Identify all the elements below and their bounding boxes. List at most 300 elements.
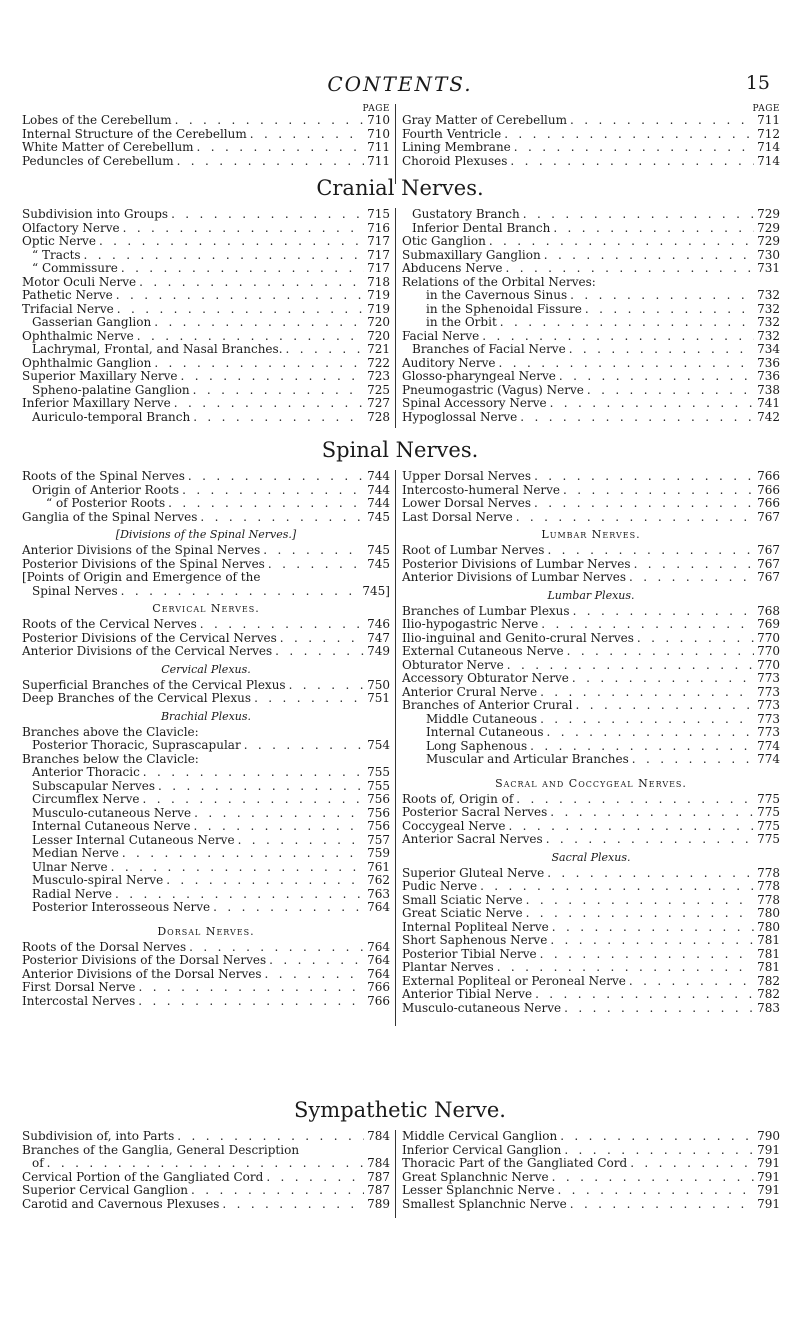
entry-page: 756 bbox=[367, 819, 390, 833]
entry-page: 716 bbox=[367, 220, 390, 235]
entry-label: External Cutaneous Nerve bbox=[402, 644, 564, 658]
subsection-heading: Lumbar Nerves. bbox=[541, 528, 641, 541]
leader-dots bbox=[489, 235, 754, 249]
leader-dots bbox=[504, 128, 754, 142]
entry-label: Middle Cutaneous bbox=[426, 711, 538, 726]
toc-entry bbox=[402, 276, 780, 290]
toc-entry bbox=[402, 605, 780, 619]
leader-dots bbox=[550, 397, 755, 411]
entry-label: Lower Dorsal Nerves bbox=[402, 496, 532, 510]
entry-label: Fourth Ventricle bbox=[402, 126, 502, 141]
leader-dots bbox=[139, 276, 364, 290]
entry-label: Origin of Anterior Roots bbox=[32, 482, 180, 497]
entry-page: 755 bbox=[367, 778, 390, 793]
toc-entry bbox=[22, 981, 390, 995]
entry-label: Branches of Anterior Crural bbox=[402, 698, 573, 712]
leader-dots bbox=[143, 793, 365, 807]
entry-page: 762 bbox=[367, 873, 390, 887]
toc-entry bbox=[22, 726, 390, 740]
entry-page: 756 bbox=[367, 792, 390, 806]
running-title: CONTENTS. bbox=[327, 72, 473, 96]
leader-dots bbox=[189, 941, 364, 955]
entry-page: 736 bbox=[757, 355, 780, 370]
entry-page: 766 bbox=[367, 980, 390, 994]
toc-entry bbox=[402, 672, 780, 686]
toc-entry bbox=[22, 1130, 390, 1144]
subsection-heading: [Divisions of the Spinal Nerves.] bbox=[115, 528, 297, 541]
entry-label: Upper Dorsal Nerves bbox=[402, 469, 532, 483]
entry-page: 720 bbox=[367, 328, 390, 343]
toc-entry bbox=[22, 544, 390, 558]
entry-label: Roots of the Dorsal Nerves bbox=[22, 939, 187, 954]
entry-label: Deep Branches of the Cervical Plexus bbox=[22, 691, 252, 705]
toc-list bbox=[22, 208, 390, 424]
toc-entry bbox=[402, 141, 780, 155]
entry-page: 759 bbox=[367, 846, 390, 860]
toc-list bbox=[22, 470, 390, 1008]
toc-entry bbox=[402, 740, 780, 754]
entry-page: 780 bbox=[757, 906, 780, 920]
leader-dots bbox=[177, 1130, 364, 1144]
leader-dots bbox=[194, 820, 365, 834]
entry-label: Intercosto-humeral Nerve bbox=[402, 482, 561, 497]
entry-page: 787 bbox=[367, 1183, 390, 1197]
entry-label: Internal Structure of the Cerebellum bbox=[22, 126, 247, 141]
entry-page: 723 bbox=[367, 369, 390, 383]
entry-label: Lesser Internal Cutaneous Nerve bbox=[32, 832, 235, 847]
toc-list bbox=[22, 114, 390, 168]
leader-dots bbox=[546, 833, 754, 847]
toc-entry bbox=[402, 659, 780, 673]
entry-label: Ulnar Nerve bbox=[32, 859, 108, 874]
toc-entry bbox=[402, 384, 780, 398]
entry-label: Inferior Cervical Ganglion bbox=[402, 1142, 562, 1157]
leader-dots bbox=[564, 1144, 754, 1158]
entry-label: “ of Posterior Roots bbox=[46, 496, 166, 510]
entry-page: 764 bbox=[367, 939, 390, 954]
leader-dots bbox=[506, 262, 755, 276]
entry-page: 756 bbox=[367, 805, 390, 820]
subsection-heading: Sacral Plexus. bbox=[551, 850, 631, 864]
entry-label: Posterior Divisions of Lumbar Nerves bbox=[402, 556, 631, 571]
leader-dots bbox=[482, 330, 754, 344]
toc-entry bbox=[402, 867, 780, 881]
leader-dots bbox=[510, 155, 754, 169]
entry-label: Internal Cutaneous bbox=[426, 725, 544, 739]
leader-dots bbox=[534, 470, 754, 484]
leader-dots bbox=[117, 303, 364, 317]
column-divider bbox=[395, 1130, 396, 1218]
entry-page: 729 bbox=[757, 220, 780, 235]
entry-page: 744 bbox=[367, 482, 390, 497]
toc-entry bbox=[22, 1171, 390, 1185]
subsection-heading: Brachial Plexus. bbox=[160, 709, 252, 723]
leader-dots bbox=[637, 632, 754, 646]
entry-page: 770 bbox=[757, 644, 780, 658]
toc-entry bbox=[402, 833, 780, 847]
toc-entry bbox=[402, 114, 780, 128]
leader-dots bbox=[570, 289, 754, 303]
entry-label: Branches below the Clavicle: bbox=[22, 751, 199, 766]
entry-page: 791 bbox=[757, 1156, 780, 1170]
leader-dots bbox=[123, 222, 365, 236]
entry-label: Musculo-cutaneous Nerve bbox=[32, 805, 192, 820]
entry-page: 734 bbox=[757, 342, 780, 356]
toc-entry bbox=[22, 262, 390, 276]
toc-entry bbox=[22, 276, 390, 290]
entry-page: 744 bbox=[367, 469, 390, 483]
entry-page: 727 bbox=[367, 396, 390, 410]
entry-label: Short Saphenous Nerve bbox=[402, 933, 548, 947]
entry-label: Cervical Portion of the Gangliated Cord bbox=[22, 1169, 264, 1184]
section-title: Cranial Nerves. bbox=[316, 176, 484, 200]
entry-page: 722 bbox=[367, 355, 390, 370]
entry-label: Anterior Tibial Nerve bbox=[402, 987, 533, 1001]
entry-label: Branches of Lumbar Plexus bbox=[402, 603, 570, 618]
entry-label: Last Dorsal Nerve bbox=[402, 509, 513, 524]
leader-dots bbox=[158, 780, 364, 794]
entry-page: 783 bbox=[757, 1000, 780, 1015]
entry-label: Branches of Facial Nerve bbox=[412, 342, 566, 356]
entry-label: Lobes of the Cerebellum bbox=[22, 113, 172, 127]
leader-dots bbox=[629, 571, 754, 585]
entry-page: 715 bbox=[367, 207, 390, 221]
entry-page: 754 bbox=[367, 738, 390, 752]
entry-page: 717 bbox=[367, 261, 390, 275]
toc-entry bbox=[22, 820, 390, 834]
entry-page: 784 bbox=[367, 1156, 390, 1170]
entry-label: Branches of the Ganglia, General Description bbox=[22, 1142, 300, 1157]
toc-list bbox=[402, 470, 780, 1015]
leader-dots bbox=[280, 632, 364, 646]
entry-label: Facial Nerve bbox=[402, 328, 480, 343]
entry-label: Ophthalmic Ganglion bbox=[22, 355, 152, 370]
toc-entry bbox=[22, 807, 390, 821]
entry-label: Auriculo-temporal Branch bbox=[32, 409, 191, 424]
toc-entry bbox=[402, 330, 780, 344]
entry-label: Lesser Splanchnic Nerve bbox=[402, 1183, 555, 1197]
toc-entry bbox=[402, 934, 780, 948]
leader-dots bbox=[275, 645, 364, 659]
entry-page: 736 bbox=[757, 369, 780, 383]
entry-page: 711 bbox=[757, 113, 780, 127]
leader-dots bbox=[634, 558, 755, 572]
leader-dots bbox=[550, 934, 754, 948]
leader-dots bbox=[552, 921, 754, 935]
toc-entry bbox=[22, 1184, 390, 1198]
entry-label: Radial Nerve bbox=[32, 886, 113, 901]
entry-label: White Matter of Cerebellum bbox=[22, 140, 194, 154]
entry-label: Otic Ganglion bbox=[402, 234, 486, 248]
toc-entry bbox=[22, 141, 390, 155]
leader-dots bbox=[564, 1002, 754, 1016]
column-divider bbox=[395, 104, 396, 184]
entry-page: 768 bbox=[757, 603, 780, 618]
entry-page: 745 bbox=[367, 543, 390, 557]
entry-page: 717 bbox=[367, 234, 390, 248]
leader-dots bbox=[174, 397, 364, 411]
running-header bbox=[0, 72, 800, 98]
toc-entry bbox=[402, 357, 780, 371]
entry-label: Trifacial Nerve bbox=[22, 301, 114, 316]
entry-label: Anterior Thoracic bbox=[32, 765, 140, 779]
entry-page: 775 bbox=[757, 791, 780, 806]
toc-entry bbox=[402, 894, 780, 908]
entry-label: Glosso-pharyngeal Nerve bbox=[402, 369, 556, 383]
toc-entry bbox=[402, 726, 780, 740]
toc-entry bbox=[22, 511, 390, 525]
leader-dots bbox=[544, 249, 754, 263]
entry-label: Plantar Nerves bbox=[402, 960, 494, 974]
toc-entry bbox=[402, 880, 780, 894]
entry-label: Middle Cervical Ganglion bbox=[402, 1129, 558, 1143]
toc-entry bbox=[22, 888, 390, 902]
toc-entry bbox=[402, 235, 780, 249]
leader-dots bbox=[171, 208, 364, 222]
entry-page: 790 bbox=[757, 1129, 780, 1143]
entry-page: 784 bbox=[367, 1129, 390, 1143]
toc-entry bbox=[402, 961, 780, 975]
entry-label: Posterior Tibial Nerve bbox=[402, 946, 537, 961]
toc-entry bbox=[402, 948, 780, 962]
toc-entry bbox=[22, 739, 390, 753]
leader-dots bbox=[122, 847, 364, 861]
entry-page: 719 bbox=[367, 288, 390, 302]
entry-label: Branches above the Clavicle: bbox=[22, 724, 199, 739]
entry-label: Peduncles of Cerebellum bbox=[22, 153, 174, 168]
leader-dots bbox=[194, 807, 364, 821]
leader-dots bbox=[534, 497, 754, 511]
spacer bbox=[22, 915, 390, 921]
leader-dots bbox=[121, 585, 360, 599]
toc-entry bbox=[402, 632, 780, 646]
entry-page: 770 bbox=[757, 630, 780, 645]
entry-page: 775 bbox=[757, 805, 780, 819]
entry-page: 782 bbox=[757, 973, 780, 988]
leader-dots bbox=[222, 1198, 364, 1212]
toc-entry bbox=[22, 397, 390, 411]
toc-entry bbox=[22, 343, 390, 357]
toc-list bbox=[22, 1130, 390, 1211]
entry-label: First Dorsal Nerve bbox=[22, 980, 136, 994]
leader-dots bbox=[497, 961, 754, 975]
entry-page: 711 bbox=[367, 153, 390, 168]
toc-entry bbox=[402, 1171, 780, 1185]
toc-entry bbox=[402, 249, 780, 263]
leader-dots bbox=[507, 659, 754, 673]
entry-label: Musculo-cutaneous Nerve bbox=[402, 1000, 562, 1015]
leader-dots bbox=[154, 357, 364, 371]
toc-entry bbox=[402, 1002, 780, 1016]
toc-entry bbox=[22, 632, 390, 646]
toc-entry bbox=[402, 155, 780, 169]
subsection-heading: Dorsal Nerves. bbox=[157, 924, 255, 938]
entry-label: Anterior Divisions of the Cervical Nerves bbox=[22, 644, 273, 658]
entry-label: Thoracic Part of the Gangliated Cord bbox=[402, 1156, 628, 1170]
toc-entry bbox=[22, 766, 390, 780]
leader-dots bbox=[523, 208, 754, 222]
entry-page: 767 bbox=[757, 556, 780, 571]
toc-entry bbox=[402, 806, 780, 820]
entry-page: 770 bbox=[757, 657, 780, 672]
toc-entry bbox=[402, 1130, 780, 1144]
leader-dots bbox=[168, 497, 364, 511]
leader-dots bbox=[535, 988, 754, 1002]
entry-label: Posterior Thoracic, Suprascapular bbox=[32, 738, 241, 752]
entry-page: 745] bbox=[362, 583, 390, 598]
leader-dots bbox=[552, 1171, 754, 1185]
toc-list bbox=[402, 208, 780, 424]
subsection-heading: Sacral and Coccygeal Nerves. bbox=[495, 776, 687, 790]
entry-page: 712 bbox=[757, 126, 780, 141]
toc-entry bbox=[402, 262, 780, 276]
leader-dots bbox=[84, 249, 365, 263]
entry-label: Roots of the Spinal Nerves bbox=[22, 469, 185, 483]
leader-dots bbox=[632, 753, 754, 767]
entry-page: 749 bbox=[367, 644, 390, 658]
toc-entry bbox=[22, 571, 390, 585]
toc-entry bbox=[402, 1184, 780, 1198]
entry-page: 774 bbox=[757, 752, 780, 766]
subsection-heading: Cervical Nerves. bbox=[152, 602, 260, 615]
subsection-heading: Lumbar Plexus. bbox=[547, 588, 635, 602]
entry-label: Pudic Nerve bbox=[402, 879, 478, 893]
toc-list bbox=[402, 114, 780, 168]
leader-dots bbox=[188, 470, 364, 484]
leader-dots bbox=[499, 357, 755, 371]
toc-entry bbox=[402, 208, 780, 222]
leader-dots bbox=[177, 155, 365, 169]
entry-page: 767 bbox=[757, 509, 780, 524]
toc-entry bbox=[402, 1157, 780, 1171]
leader-dots bbox=[193, 384, 364, 398]
leader-dots bbox=[480, 880, 754, 894]
toc-entry bbox=[402, 713, 780, 727]
entry-page: 789 bbox=[367, 1196, 390, 1211]
toc-entry bbox=[402, 975, 780, 989]
entry-label: Gasserian Ganglion bbox=[32, 315, 152, 329]
leader-dots bbox=[520, 411, 754, 425]
page-heading: PAGE bbox=[362, 104, 390, 114]
entry-label: Long Saphenous bbox=[426, 738, 528, 753]
entry-page: 766 bbox=[757, 482, 780, 497]
entry-label: Superficial Branches of the Cervical Plexus bbox=[22, 677, 286, 692]
entry-label: Anterior Divisions of the Spinal Nerves bbox=[22, 543, 261, 557]
entry-label: Root of Lumbar Nerves bbox=[402, 543, 545, 557]
entry-label: of bbox=[32, 1156, 44, 1170]
toc-entry bbox=[22, 861, 390, 875]
leader-dots bbox=[250, 128, 364, 142]
toc-entry bbox=[402, 907, 780, 921]
leader-dots bbox=[547, 726, 755, 740]
entry-page: 773 bbox=[757, 684, 780, 699]
entry-page: 775 bbox=[757, 818, 780, 833]
toc-entry bbox=[402, 686, 780, 700]
toc-entry bbox=[22, 484, 390, 498]
entry-label: Subdivision of, into Parts bbox=[22, 1129, 175, 1143]
toc-entry bbox=[402, 497, 780, 511]
entry-label: Anterior Crural Nerve bbox=[402, 684, 538, 699]
entry-label: Auditory Nerve bbox=[402, 355, 496, 370]
entry-label: [Points of Origin and Emergence of the bbox=[22, 570, 261, 584]
toc-entry bbox=[22, 834, 390, 848]
toc-entry bbox=[22, 303, 390, 317]
leader-dots bbox=[569, 343, 754, 357]
entry-label: Olfactory Nerve bbox=[22, 220, 120, 235]
toc-entry bbox=[22, 793, 390, 807]
subsection-heading: Cervical Plexus. bbox=[161, 662, 251, 676]
leader-dots bbox=[573, 605, 755, 619]
entry-page: 745 bbox=[367, 556, 390, 571]
leader-dots bbox=[200, 618, 364, 632]
page-number: 15 bbox=[745, 72, 770, 94]
entry-label: Internal Popliteal Nerve bbox=[402, 919, 549, 934]
toc-entry bbox=[402, 343, 780, 357]
toc-entry bbox=[22, 968, 390, 982]
entry-page: 732 bbox=[757, 288, 780, 302]
toc-entry bbox=[22, 411, 390, 425]
leader-dots bbox=[99, 235, 364, 249]
leader-dots bbox=[286, 343, 365, 357]
entry-label: in the Orbit bbox=[426, 315, 497, 329]
leader-dots bbox=[263, 544, 364, 558]
toc-entry bbox=[22, 289, 390, 303]
entry-page: 780 bbox=[757, 919, 780, 934]
leader-dots bbox=[530, 740, 754, 754]
leader-dots bbox=[560, 1130, 754, 1144]
left-column bbox=[22, 1130, 390, 1211]
entry-page: 729 bbox=[757, 234, 780, 248]
entry-label: Roots of the Cervical Nerves bbox=[22, 617, 197, 631]
entry-page: 764 bbox=[367, 966, 390, 981]
entry-page: 721 bbox=[367, 342, 390, 356]
entry-label: Small Sciatic Nerve bbox=[402, 892, 523, 907]
leader-dots bbox=[244, 739, 364, 753]
entry-label: Pathetic Nerve bbox=[22, 288, 113, 302]
leader-dots bbox=[514, 141, 754, 155]
toc-entry bbox=[22, 847, 390, 861]
toc-entry bbox=[22, 357, 390, 371]
entry-page: 766 bbox=[757, 469, 780, 483]
entry-label: Superior Maxillary Nerve bbox=[22, 369, 178, 383]
leader-dots bbox=[540, 686, 754, 700]
entry-page: 750 bbox=[367, 677, 390, 692]
entry-page: 773 bbox=[757, 671, 780, 685]
toc-entry bbox=[402, 316, 780, 330]
toc-entry bbox=[22, 618, 390, 632]
leader-dots bbox=[193, 411, 364, 425]
entry-page: 781 bbox=[757, 946, 780, 961]
entry-label: Pneumogastric (Vagus) Nerve bbox=[402, 382, 584, 397]
right-column bbox=[402, 104, 780, 168]
entry-label: Posterior Interosseous Nerve bbox=[32, 900, 211, 914]
entry-page: 725 bbox=[367, 382, 390, 397]
leader-dots bbox=[200, 511, 364, 525]
toc-entry bbox=[402, 558, 780, 572]
toc-entry bbox=[22, 235, 390, 249]
toc-entry bbox=[22, 249, 390, 263]
entry-label: Great Sciatic Nerve bbox=[402, 906, 523, 920]
entry-page: 714 bbox=[757, 140, 780, 154]
entry-page: 767 bbox=[757, 570, 780, 584]
entry-label: Accessory Obturator Nerve bbox=[402, 671, 569, 685]
leader-dots bbox=[175, 114, 365, 128]
entry-page: 710 bbox=[367, 113, 390, 127]
toc-entry bbox=[402, 411, 780, 425]
leader-dots bbox=[547, 867, 754, 881]
leader-dots bbox=[540, 713, 754, 727]
leader-dots bbox=[265, 968, 365, 982]
